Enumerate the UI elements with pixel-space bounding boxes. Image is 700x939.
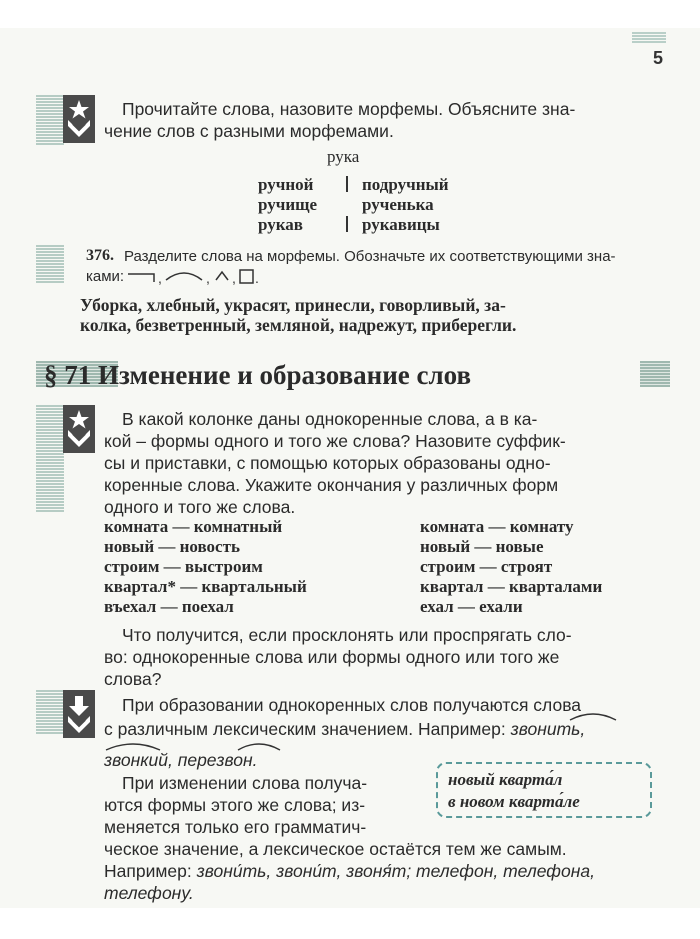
left-col-1: комната — комнатный <box>104 517 283 536</box>
task1-line1: Прочитайте слова, назовите морфемы. Объясните зна- <box>122 99 576 119</box>
left-word-1: ручной <box>258 175 314 194</box>
right-col-2: новый — новые <box>420 537 544 556</box>
left-col-3: строим — выстроим <box>104 557 263 576</box>
task-stripe <box>36 405 64 513</box>
task2-line2: кой – формы одного и того же слова? Назовите суффик- <box>104 431 566 451</box>
left-word-2: ручище <box>258 195 318 214</box>
right-word-1: подручный <box>362 175 449 194</box>
task-stripe <box>36 95 64 145</box>
task2-line3: сы и приставки, с помощью которых образованы одно- <box>104 453 551 473</box>
task2-line5: одного и того же слова. <box>104 497 296 517</box>
rule-p2-example-label: Например: <box>104 861 192 881</box>
section-stripe-right <box>640 361 670 387</box>
svg-text:,: , <box>232 270 236 286</box>
task376-line2: ками: <box>86 268 125 285</box>
rule-line2 <box>104 718 585 740</box>
rule-p2-line5 <box>104 860 595 882</box>
rule-p2-example: звони́ть, звони́т, звоня́т; телефон, телефона, <box>196 861 596 881</box>
rule-line2-text: с различным лексическим значением. Например: <box>104 719 506 739</box>
right-word-3: рукавицы <box>362 215 440 234</box>
task376-words-line2: колка, безветренный, земляной, надрежут, приберегли. <box>80 315 517 335</box>
rule-p2-line1: При изменении слова получа- <box>122 773 368 793</box>
svg-text:.: . <box>255 270 259 286</box>
right-col-1: комната — комнату <box>420 517 574 536</box>
rule-arrow-icon <box>63 690 95 738</box>
root-arc-icon <box>568 708 618 722</box>
word-divider <box>346 176 348 192</box>
page-number: 5 <box>653 48 664 68</box>
left-col-4: квартал* — квартальный <box>104 577 307 596</box>
question-line2: во: однокоренные слова или формы одного или того же <box>104 647 560 667</box>
left-col-5: въехал — поехал <box>104 597 234 616</box>
task2-line1: В какой колонке даны однокоренные слова, а в ка- <box>122 409 538 429</box>
task-stripe <box>36 245 64 283</box>
morpheme-signs-icon <box>126 266 266 288</box>
rule-p2-line3: меняется только его грамматич- <box>104 817 367 837</box>
root-word: рука <box>327 147 360 166</box>
question-line1: Что получится, если просклонять или проспрягать сло- <box>122 625 572 645</box>
section-heading: Изменение и образование слов <box>98 360 472 390</box>
right-col-3: строим — строят <box>420 557 553 576</box>
task1-line2: чение слов с разными морфемами. <box>104 121 394 141</box>
section-title <box>44 360 471 390</box>
page-number-bar <box>632 32 666 44</box>
rule-line1: При образовании однокоренных слов получаются слова <box>122 695 582 715</box>
svg-text:,: , <box>158 270 162 286</box>
left-word-3: рукав <box>258 215 303 234</box>
rule-p2-line4: ческое значение, а лексическое остаётся тем же самым. <box>104 839 567 859</box>
task2-line4: коренные слова. Укажите окончания у различных форм <box>104 475 559 495</box>
right-col-4: квартал — кварталами <box>420 577 603 596</box>
rule-example-word: звонить, <box>510 719 586 739</box>
star-task-icon <box>63 95 95 143</box>
example-box-line2: в новом кварта́ле <box>448 792 580 811</box>
task376-line1: Разделите слова на морфемы. Обозначьте их соответствующими зна- <box>124 248 616 265</box>
star-task-icon <box>63 405 95 453</box>
task376-words-line1: Уборка, хлебный, украсят, принесли, говорливый, за- <box>80 295 506 315</box>
root-arc-icon <box>236 738 282 752</box>
root-arc-icon <box>104 738 164 752</box>
svg-text:,: , <box>206 270 210 286</box>
word-divider <box>346 216 348 232</box>
section-number: § 71 <box>44 360 92 390</box>
question-line3: слова? <box>104 669 162 689</box>
rule-stripe <box>36 690 64 735</box>
right-word-2: рученька <box>362 195 434 214</box>
rule-p2-line2: ются формы этого же слова; из- <box>104 795 366 815</box>
example-box-line1: новый кварта́л <box>448 770 563 789</box>
task376-number: 376. <box>86 247 114 264</box>
right-col-5: ехал — ехали <box>420 597 523 616</box>
left-col-2: новый — новость <box>104 537 240 556</box>
rule-line3: звонкий, перезвон. <box>104 750 258 770</box>
rule-p2-line6: телефону. <box>104 883 194 903</box>
